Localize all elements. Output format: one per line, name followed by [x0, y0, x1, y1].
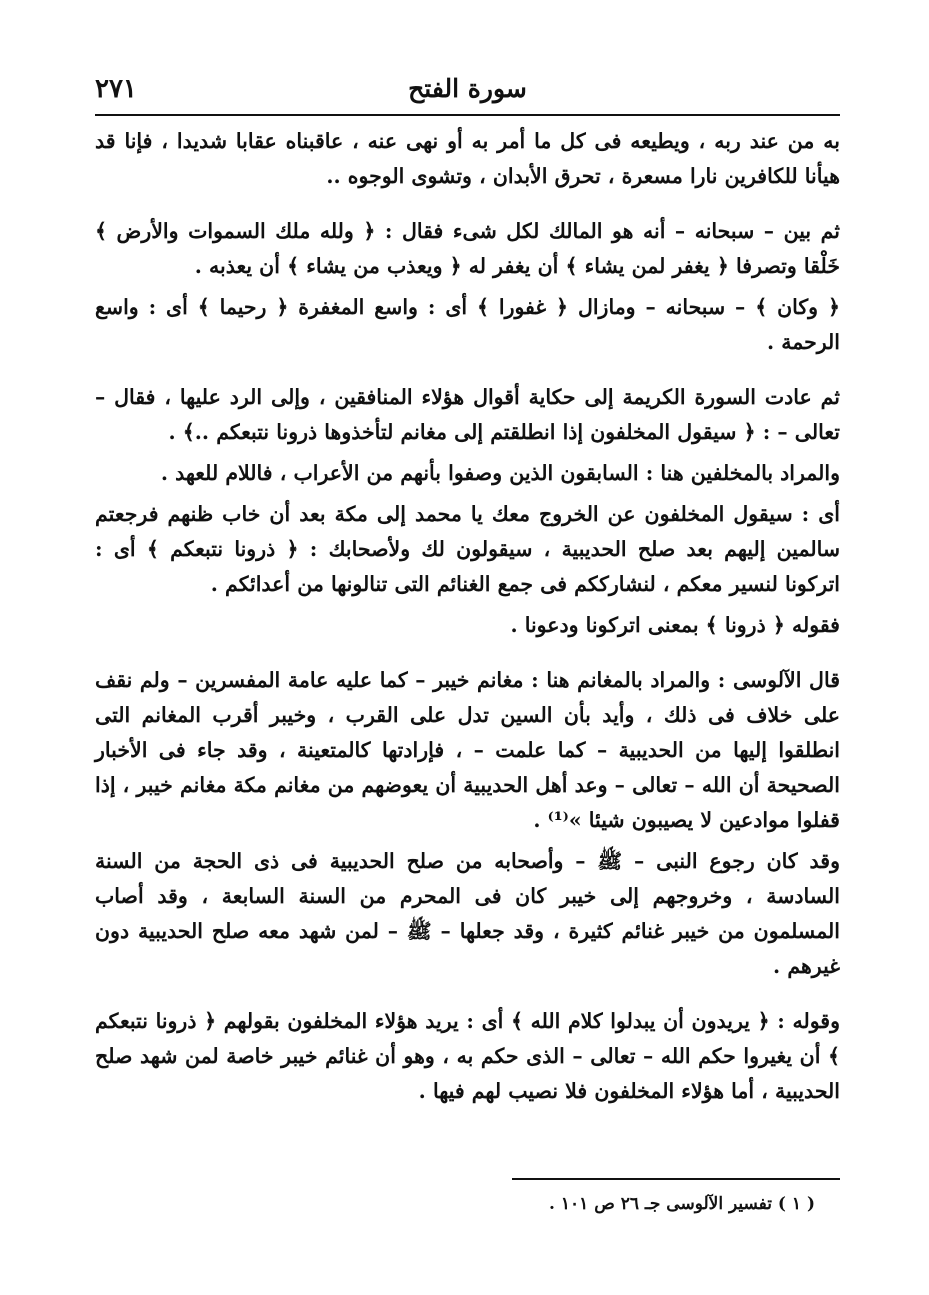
paragraph: ثم عادت السورة الكريمة إلى حكاية أقوال هؤلاء المنافقين ، وإلى الرد عليها ، فقال – تعالى – : ﴿ سيقول المخلفون إذا انطلقتم إلى مغانم لتأخذوها ذرونا نتبعكم ..﴾ . — [95, 385, 840, 444]
page-number: ٢٧١ — [95, 74, 137, 104]
paragraph: وقد كان رجوع النبى – ﷺ – وأصحابه من صلح الحديبية فى ذى الحجة من السنة السادسة ، وخروجهم إلى خيبر كان فى المحرم من السنة السابعة ، وقد أصاب المسلمون من خيبر غنائم كثيرة ، وقد جعلها – ﷺ – لمن شهد معه صلح الحديبية دون غيرهم . — [95, 849, 840, 978]
paragraph: ثم بين – سبحانه – أنه هو المالك لكل شىء فقال : ﴿ ولله ملك السموات والأرض ﴾ خَلْقا وتصرفا ﴿ يغفر لمن يشاء ﴾ أن يغفر له ﴿ ويعذب من يشاء ﴾ أن يعذبه . — [95, 219, 840, 278]
paragraph: والمراد بالمخلفين هنا : السابقون الذين وصفوا بأنهم من الأعراب ، فاللام للعهد . — [160, 461, 840, 485]
paragraph: وقوله : ﴿ يريدون أن يبدلوا كلام الله ﴾ أى : يريد هؤلاء المخلفون بقولهم ﴿ ذرونا نتبعكم ﴾ أن يغيروا حكم الله – تعالى – الذى حكم به ، وهو أن غنائم خيبر خاصة لمن شهد صلح الحديبية ، أما هؤلاء المخلفون فلا نصيب لهم فيها . — [95, 1009, 840, 1103]
paragraph: قال الآلوسى : والمراد بالمغانم هنا : مغانم خيبر – كما عليه عامة المفسرين – ولم نقف على خلاف فى ذلك ، وأيد بأن السين تدل على القرب ، وخيبر أقرب المغانم التى انطلقوا إليها من الحديبية – كما علمت – ، فإرادتها كالمتعينة ، وقد جاء فى الأخبار الصحيحة أن الله – تعالى – وعد أهل الحديبية أن يعوضهم من مغانم مكة مغانم خيبر ، إذا قفلوا موادعين لا يصيبون شيئا »⁽¹⁾ . — [95, 668, 840, 832]
page-body — [95, 124, 840, 1109]
footnote-divider — [512, 1178, 840, 1180]
paragraph: به من عند ربه ، ويطيعه فى كل ما أمر به أو نهى عنه ، عاقبناه عقابا شديدا ، فإنا قد هيأنا للكافرين نارا مسعرة ، تحرق الأبدان ، وتشوى الوجوه .. — [95, 129, 840, 188]
paragraph: ﴿ وكان ﴾ – سبحانه – ومازال ﴿ غفورا ﴾ أى : واسع المغفرة ﴿ رحيما ﴾ أى : واسع الرحمة . — [95, 295, 840, 354]
surah-title: سورة الفتح — [408, 74, 527, 103]
page-header — [95, 74, 840, 114]
footnote: ( ١ ) تفسير الآلوسى جـ ٢٦ ص ١٠١ . — [549, 1194, 815, 1214]
header-divider — [95, 114, 840, 116]
paragraph: أى : سيقول المخلفون عن الخروج معك يا محمد إلى مكة بعد أن خاب ظنهم فرجعتم سالمين إليهم بعد صلح الحديبية ، سيقولون لك ولأصحابك : ﴿ ذرونا نتبعكم ﴾ أى : اتركونا لنسير معكم ، لنشارككم فى جمع الغنائم التى تنالونها من أعدائكم . — [95, 502, 840, 596]
paragraph: فقوله ﴿ ذرونا ﴾ بمعنى اتركونا ودعونا . — [510, 613, 840, 637]
